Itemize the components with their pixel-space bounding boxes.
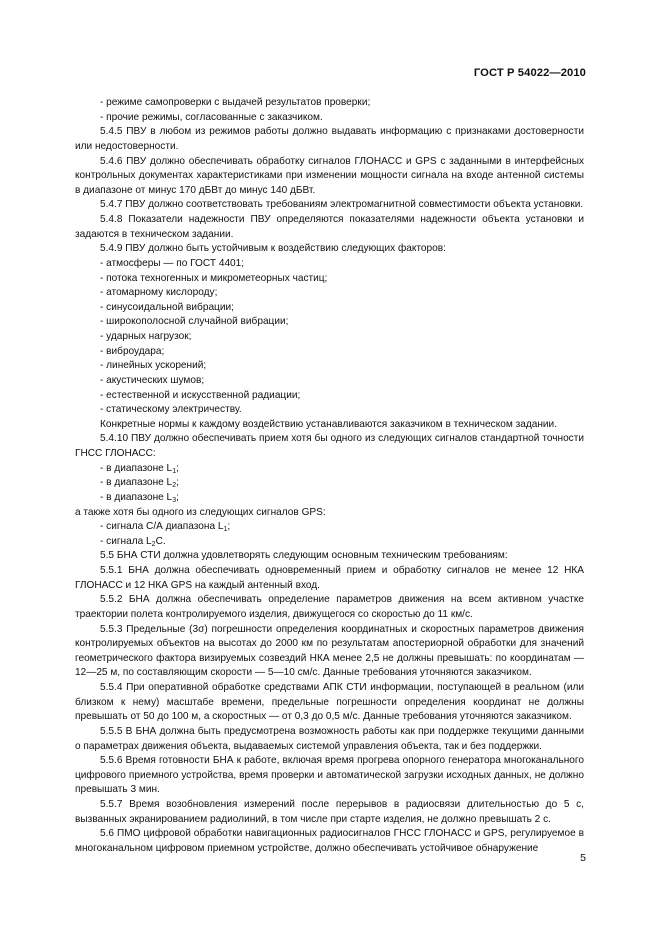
paragraph: 5.4.10 ПВУ должно обеспечивать прием хотя бы одного из следующих сигналов стандартной точности ГНСС ГЛОНАСС: <box>75 433 584 459</box>
list-item: - атмосферы — по ГОСТ 4401; <box>100 257 245 269</box>
paragraph: 5.4.5 ПВУ в любом из режимов работы должно выдавать информацию с признаками достоверности или недостоверности. <box>75 126 584 152</box>
paragraph: 5.4.6 ПВУ должно обеспечивать обработку сигналов ГЛОНАСС и GPS с заданными в интерфейсных контрольных документах характеристиками при изменении мощности сигнала на входе антенной системы в диапазоне от минус 170 дБВт до минус 140 дБВт. <box>75 155 584 196</box>
paragraph: 5.5.5 В БНА должна быть предусмотрена возможность работы как при поддержке текущими данными о параметрах движения объекта, выдаваемых системой управления объекта, так и без поддержки. <box>75 725 584 752</box>
list-item: - в диапазоне $L_3$; <box>100 491 179 504</box>
list-item: - акустических шумов; <box>100 374 205 386</box>
list-item: - прочие режимы, согласованные с заказчиком. <box>100 111 323 123</box>
list-item: - потока техногенных и микрометеорных частиц; <box>100 272 328 284</box>
list-item: - в диапазоне $L_2$; <box>100 477 179 490</box>
document-header: ГОСТ Р 54022—2010 <box>473 67 586 79</box>
paragraph: 5.4.9 ПВУ должно быть устойчивым к воздействию следующих факторов: <box>100 243 446 255</box>
list-item: - режиме самопроверки с выдачей результатов проверки; <box>100 97 371 108</box>
list-item: - статическому электричеству. <box>100 404 242 416</box>
paragraph: 5.5.6 Время готовности БНА к работе, включая время прогрева опорного генератора многоканального цифрового приемного устройства, время проверки и автоматической загрузки исходных данных, не должно превышать 3 мин. <box>75 755 584 796</box>
list-item: - широкополосной случайной вибрации; <box>100 316 289 328</box>
list-item: - естественной и искусственной радиации; <box>100 389 301 401</box>
list-item: - в диапазоне $L_1$; <box>100 462 179 475</box>
paragraph: 5.5.1 БНА должна обеспечивать одновременный прием и обработку сигналов не менее 12 НКА ГЛОНАСС и 12 НКА GPS на каждый антенный вход. <box>75 565 584 591</box>
list-item: - атомарному кислороду; <box>100 287 218 299</box>
list-item: - сигнала С/А диапазона $L_1$; <box>100 521 231 534</box>
paragraph: 5.4.8 Показатели надежности ПВУ определяются показателями надежности объекта установки и задаются в техническом задании. <box>75 214 584 240</box>
list-item: - виброудара; <box>100 345 165 357</box>
page-number: 5 <box>580 852 586 864</box>
paragraph: 5.5.2 БНА должна обеспечивать определение параметров движения на всем активном участке траектории полета контролируемого изделия, движущегося со скоростью до 11 км/с. <box>75 594 584 620</box>
list-item: - синусоидальной вибрации; <box>100 301 234 313</box>
list-item: - ударных нагрузок; <box>100 331 192 342</box>
paragraph: 5.4.7 ПВУ должно соответствовать требованиям электромагнитной совместимости объекта установки. <box>100 199 584 211</box>
paragraph: 5.5.7 Время возобновления измерений после перерывов в радиосвязи длительностью до 5 с, вызванных экранированием радиолиний, в том числе при старте изделия, не должно превышать 2 с. <box>75 799 584 825</box>
list-item: - сигнала $L_2С$. <box>100 535 166 548</box>
paragraph: а также хотя бы одного из следующих сигналов GPS: <box>75 506 326 518</box>
list-item: - линейных ускорений; <box>100 360 207 372</box>
paragraph: 5.5 БНА СТИ должна удовлетворять следующим основным техническим требованиям: <box>100 550 508 562</box>
document-body <box>75 96 584 857</box>
paragraph: 5.6 ПМО цифровой обработки навигационных радиосигналов ГНСС ГЛОНАСС и GPS, регулируемое в многоканальном цифровом приемном устройстве, должно обеспечивать устойчивое обнаружение <box>75 828 584 854</box>
paragraph: Конкретные нормы к каждому воздействию устанавливаются заказчиком в техническом задании. <box>100 418 557 430</box>
paragraph: 5.5.4 При оперативной обработке средствами АПК СТИ информации, поступающей в реальном (или близком к нему) масштабе времени, предельные погрешности определения координат не должны превышать от 50 до 100 м, а скоростных — от 0,3 до 0,5 м/с. Данные требования уточняются заказчиком. <box>75 682 584 723</box>
paragraph: 5.5.3 Предельные (3σ) погрешности определения координатных и скоростных параметров движения контролируемых объектов на высотах до 2000 км по результатам апостериорной обработки для значений геометрического фактора визируемых созвездий НКА менее 2,5 не должны превышать: по координатам — 12—25 м, по составляющим скорости — 5—10 см/с. Данные требования уточняются заказчиком. <box>75 623 584 679</box>
